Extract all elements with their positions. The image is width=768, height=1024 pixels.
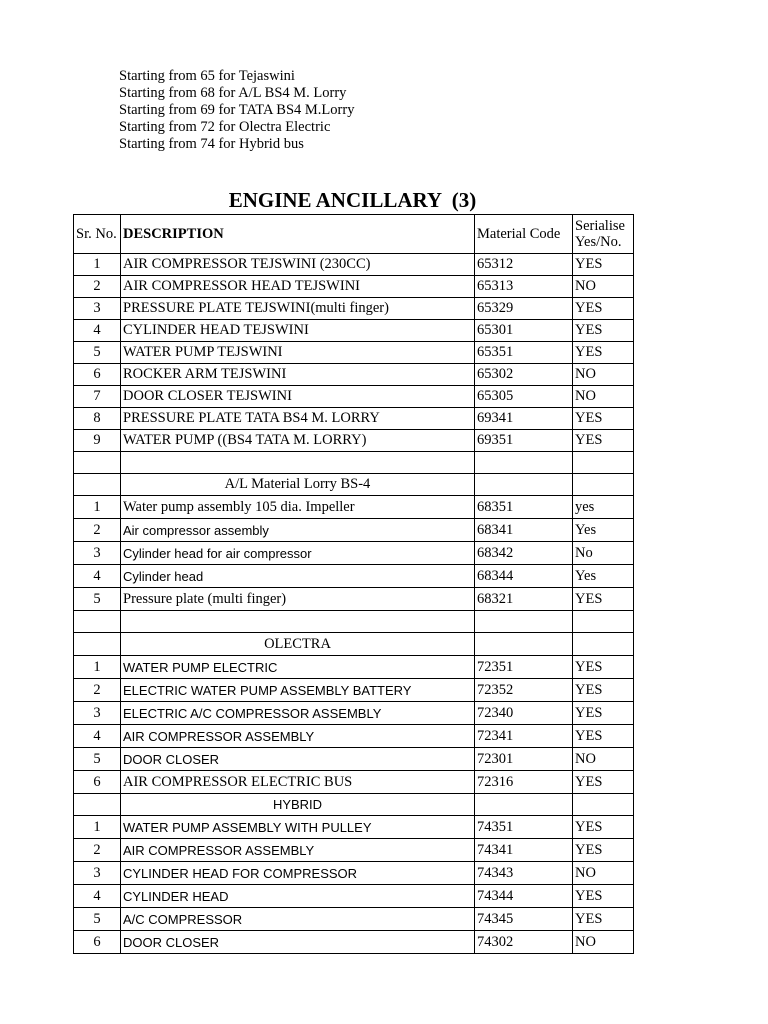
note-line: Starting from 68 for A/L BS4 M. Lorry (119, 85, 347, 101)
row-description: ELECTRIC WATER PUMP ASSEMBLY BATTERY (121, 679, 475, 702)
row-serialise: NO (573, 862, 634, 885)
row-serialise: YES (573, 885, 634, 908)
row-serialise: YES (573, 298, 634, 320)
note-line: Starting from 74 for Hybrid bus (119, 136, 304, 152)
section-row (74, 474, 634, 496)
row-material-code: 72352 (475, 679, 573, 702)
row-serialise: YES (573, 656, 634, 679)
row-sr-no: 2 (74, 519, 121, 542)
row-description: ELECTRIC A/C COMPRESSOR ASSEMBLY (121, 702, 475, 725)
table-row (74, 408, 634, 430)
row-sr-no: 2 (74, 276, 121, 298)
table-row (74, 320, 634, 342)
row-serialise: YES (573, 771, 634, 794)
row-serialise: YES (573, 408, 634, 430)
blank-row (74, 611, 634, 633)
table-row (74, 748, 634, 771)
row-sr-no: 3 (74, 298, 121, 320)
row-description: ROCKER ARM TEJSWINI (121, 364, 475, 386)
row-material-code: 69341 (475, 408, 573, 430)
row-sr-no: 8 (74, 408, 121, 430)
row-sr-no: 4 (74, 885, 121, 908)
row-description: CYLINDER HEAD FOR COMPRESSOR (121, 862, 475, 885)
header-description: DESCRIPTION (121, 215, 475, 254)
row-description: AIR COMPRESSOR ASSEMBLY (121, 839, 475, 862)
blank-cell (74, 633, 121, 656)
blank-cell (74, 611, 121, 633)
row-material-code: 72341 (475, 725, 573, 748)
blank-cell (475, 474, 573, 496)
row-sr-no: 5 (74, 588, 121, 611)
row-description: PRESSURE PLATE TEJSWINI(multi finger) (121, 298, 475, 320)
row-serialise: YES (573, 725, 634, 748)
row-description: AIR COMPRESSOR ASSEMBLY (121, 725, 475, 748)
table-row (74, 816, 634, 839)
row-serialise: NO (573, 931, 634, 954)
row-material-code: 68341 (475, 519, 573, 542)
row-material-code: 65329 (475, 298, 573, 320)
row-description: CYLINDER HEAD TEJSWINI (121, 320, 475, 342)
notes-block (119, 68, 354, 153)
row-description: A/C COMPRESSOR (121, 908, 475, 931)
blank-cell (475, 452, 573, 474)
row-serialise: NO (573, 364, 634, 386)
table-row (74, 839, 634, 862)
table-row (74, 702, 634, 725)
blank-cell (121, 611, 475, 633)
row-sr-no: 5 (74, 342, 121, 364)
section-title: HYBRID (121, 794, 475, 816)
row-material-code: 65301 (475, 320, 573, 342)
parts-table-body (74, 215, 634, 954)
section-row (74, 633, 634, 656)
row-sr-no: 5 (74, 748, 121, 771)
row-material-code: 74351 (475, 816, 573, 839)
table-row (74, 276, 634, 298)
row-sr-no: 6 (74, 771, 121, 794)
row-material-code: 74344 (475, 885, 573, 908)
row-sr-no: 1 (74, 816, 121, 839)
table-row (74, 931, 634, 954)
note-line: Starting from 69 for TATA BS4 M.Lorry (119, 102, 355, 118)
row-sr-no: 4 (74, 725, 121, 748)
row-description: WATER PUMP ((BS4 TATA M. LORRY) (121, 430, 475, 452)
blank-cell (475, 611, 573, 633)
row-serialise: YES (573, 679, 634, 702)
row-sr-no: 4 (74, 320, 121, 342)
row-serialise: NO (573, 748, 634, 771)
row-serialise: NO (573, 276, 634, 298)
blank-cell (475, 633, 573, 656)
row-sr-no: 2 (74, 839, 121, 862)
table-row (74, 386, 634, 408)
table-row (74, 430, 634, 452)
row-sr-no: 7 (74, 386, 121, 408)
parts-table (73, 214, 634, 954)
row-description: Water pump assembly 105 dia. Impeller (121, 496, 475, 519)
row-description: Pressure plate (multi finger) (121, 588, 475, 611)
table-row (74, 254, 634, 276)
header-serialise: Serialise Yes/No. (573, 215, 634, 254)
row-material-code: 65305 (475, 386, 573, 408)
row-material-code: 68321 (475, 588, 573, 611)
note-line: Starting from 65 for Tejaswini (119, 68, 295, 84)
header-sr-no: Sr. No. (74, 215, 121, 254)
table-row (74, 496, 634, 519)
row-description: DOOR CLOSER TEJSWINI (121, 386, 475, 408)
table-row (74, 725, 634, 748)
row-serialise: NO (573, 386, 634, 408)
row-sr-no: 6 (74, 931, 121, 954)
row-description: Cylinder head (121, 565, 475, 588)
row-material-code: 74302 (475, 931, 573, 954)
row-serialise: YES (573, 254, 634, 276)
row-serialise: yes (573, 496, 634, 519)
header-material-code: Material Code (475, 215, 573, 254)
table-row (74, 862, 634, 885)
table-header-row (74, 215, 634, 254)
row-material-code: 74341 (475, 839, 573, 862)
table-row (74, 565, 634, 588)
row-material-code: 68351 (475, 496, 573, 519)
row-serialise: YES (573, 839, 634, 862)
blank-cell (573, 794, 634, 816)
row-material-code: 72351 (475, 656, 573, 679)
row-serialise: YES (573, 430, 634, 452)
row-sr-no: 3 (74, 862, 121, 885)
table-row (74, 588, 634, 611)
page-title: ENGINE ANCILLARY (3) (228, 188, 477, 212)
row-material-code: 72316 (475, 771, 573, 794)
row-material-code: 72301 (475, 748, 573, 771)
blank-cell (573, 611, 634, 633)
row-description: DOOR CLOSER (121, 931, 475, 954)
blank-cell (74, 474, 121, 496)
table-row (74, 771, 634, 794)
row-description: WATER PUMP ELECTRIC (121, 656, 475, 679)
table-row (74, 908, 634, 931)
row-description: DOOR CLOSER (121, 748, 475, 771)
blank-cell (74, 452, 121, 474)
row-material-code: 65302 (475, 364, 573, 386)
blank-cell (74, 794, 121, 816)
section-title: OLECTRA (121, 633, 475, 656)
row-description: Air compressor assembly (121, 519, 475, 542)
blank-cell (121, 452, 475, 474)
table-row (74, 679, 634, 702)
row-material-code: 74345 (475, 908, 573, 931)
row-description: Cylinder head for air compressor (121, 542, 475, 565)
row-serialise: Yes (573, 565, 634, 588)
row-material-code: 69351 (475, 430, 573, 452)
table-row (74, 342, 634, 364)
row-sr-no: 9 (74, 430, 121, 452)
section-row (74, 794, 634, 816)
row-material-code: 68344 (475, 565, 573, 588)
row-sr-no: 6 (74, 364, 121, 386)
row-sr-no: 3 (74, 542, 121, 565)
row-sr-no: 1 (74, 656, 121, 679)
row-material-code: 65312 (475, 254, 573, 276)
row-description: AIR COMPRESSOR TEJSWINI (230CC) (121, 254, 475, 276)
table-row (74, 519, 634, 542)
section-title: A/L Material Lorry BS-4 (121, 474, 475, 496)
row-material-code: 72340 (475, 702, 573, 725)
row-serialise: YES (573, 908, 634, 931)
row-serialise: No (573, 542, 634, 565)
row-description: WATER PUMP ASSEMBLY WITH PULLEY (121, 816, 475, 839)
row-serialise: YES (573, 702, 634, 725)
row-description: AIR COMPRESSOR HEAD TEJSWINI (121, 276, 475, 298)
row-material-code: 65313 (475, 276, 573, 298)
table-row (74, 364, 634, 386)
row-sr-no: 5 (74, 908, 121, 931)
table-row (74, 298, 634, 320)
table-row (74, 885, 634, 908)
row-sr-no: 2 (74, 679, 121, 702)
blank-row (74, 452, 634, 474)
table-row (74, 542, 634, 565)
row-sr-no: 3 (74, 702, 121, 725)
row-serialise: YES (573, 588, 634, 611)
row-sr-no: 1 (74, 496, 121, 519)
blank-cell (573, 633, 634, 656)
row-material-code: 65351 (475, 342, 573, 364)
row-serialise: YES (573, 320, 634, 342)
row-material-code: 74343 (475, 862, 573, 885)
row-serialise: YES (573, 342, 634, 364)
row-description: AIR COMPRESSOR ELECTRIC BUS (121, 771, 475, 794)
row-description: WATER PUMP TEJSWINI (121, 342, 475, 364)
row-serialise: YES (573, 816, 634, 839)
blank-cell (573, 452, 634, 474)
table-row (74, 656, 634, 679)
row-serialise: Yes (573, 519, 634, 542)
row-sr-no: 4 (74, 565, 121, 588)
note-line: Starting from 72 for Olectra Electric (119, 119, 331, 135)
blank-cell (573, 474, 634, 496)
row-sr-no: 1 (74, 254, 121, 276)
row-description: CYLINDER HEAD (121, 885, 475, 908)
row-material-code: 68342 (475, 542, 573, 565)
row-description: PRESSURE PLATE TATA BS4 M. LORRY (121, 408, 475, 430)
blank-cell (475, 794, 573, 816)
